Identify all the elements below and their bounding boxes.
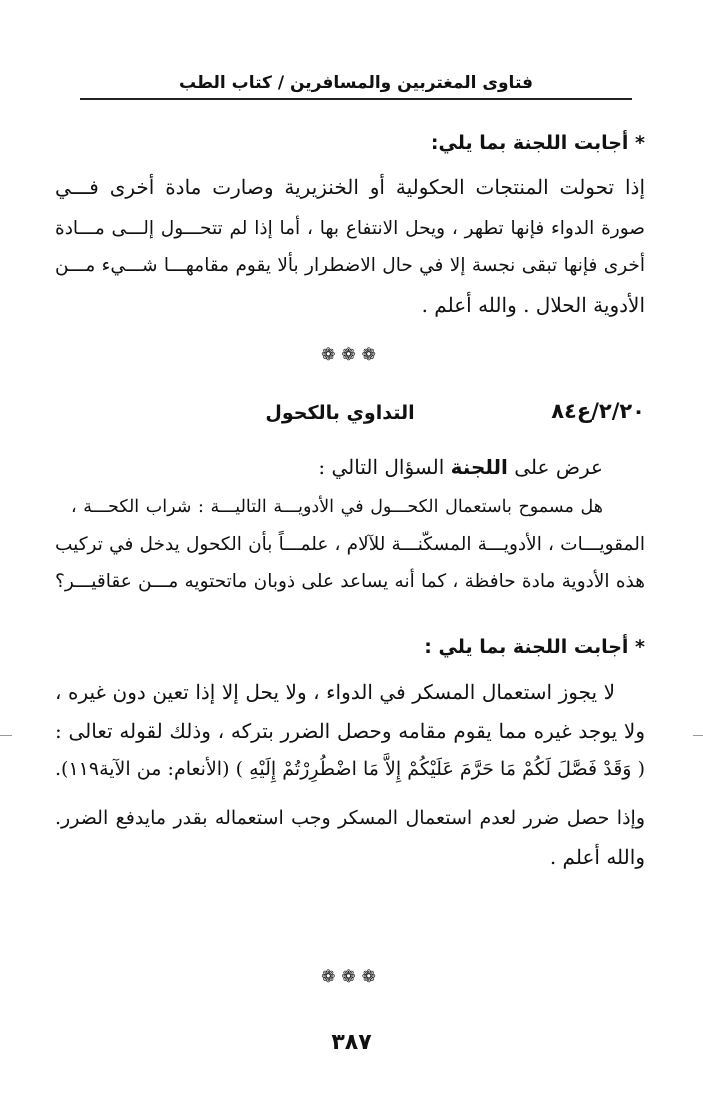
question-intro-committee: اللجنة <box>450 455 508 479</box>
fatwa-reference-code: ٢/٢٠/ع٨٤ <box>551 399 645 423</box>
answer-2-line-5: والله أعلم . <box>549 845 645 869</box>
question-line-3: هذه الأدوية مادة حافظة ، كما أنه يساعد على ذوبان ماتحتويه مـــن عقاقيـــر؟ <box>55 571 645 592</box>
answer-2-line-3-quran-verse: ( وَقَدْ فَصَّلَ لَكُمْ مَا حَرَّمَ عَلَيْكُمْ إِلاَّ مَا اضْطُرِرْتُمْ إِلَيْهِ ) (الأنعام: من الآية١١٩). <box>55 758 645 780</box>
answer-2-line-2: ولا يوجد غيره مما يقوم مقامه وحصل الضرر بتركه ، وذلك لقوله تعالى : <box>55 719 645 743</box>
question-intro-prefix: عرض على <box>507 455 603 479</box>
scan-edge-mark-right <box>693 735 703 736</box>
running-head-title: فتاوى المغتربين والمسافرين / كتاب الطب <box>178 73 534 93</box>
section-ornament-1: ❁❁❁ <box>321 345 382 365</box>
page-number: ٣٨٧ <box>331 1030 372 1055</box>
section-ornament-2: ❁❁❁ <box>321 967 382 987</box>
question-line-2: المقويـــات ، الأدويـــة المسكّنـــة للآلام ، علمـــاً بأن الكحول يدخل في تركيب <box>55 534 645 555</box>
answer-1-line-3: أخرى فإنها تبقى نجسة إلا في حال الاضطرار بألا يقوم مقامهـــا شـــيء مـــن <box>55 255 645 276</box>
answer-1-line-2: صورة الدواء فإنها تطهر ، ويحل الانتفاع بها ، أما إذا لم تتحـــول إلـــى مـــادة <box>55 218 645 239</box>
answer-2-line-1: لا يجوز استعمال المسكر في الدواء ، ولا يحل إلا إذا تعين دون غيره ، <box>55 680 615 704</box>
question-intro <box>55 452 603 482</box>
question-intro-suffix: السؤال التالي : <box>318 455 451 479</box>
fatwa-title: التداوي بالكحول <box>265 402 415 424</box>
scan-edge-mark-left <box>0 735 12 736</box>
answer-heading-2: * أجابت اللجنة بما يلي : <box>424 636 645 658</box>
answer-2-line-4: وإذا حصل ضرر لعدم استعمال المسكر وجب استعماله بقدر مايدفع الضرر. <box>55 807 645 829</box>
header-divider <box>80 98 632 100</box>
answer-1-line-4: الأدوية الحلال . والله أعلم . <box>421 293 645 317</box>
answer-1-line-1: إذا تحولت المنتجات الحكولية أو الخنزيرية وصارت مادة أخرى فـــي <box>55 175 645 199</box>
answer-heading-1: * أجابت اللجنة بما يلي: <box>430 132 645 154</box>
question-line-1: هل مسموح باستعمال الكحـــول في الأدويـــة التاليـــة : شراب الكحـــة ، <box>71 497 603 517</box>
